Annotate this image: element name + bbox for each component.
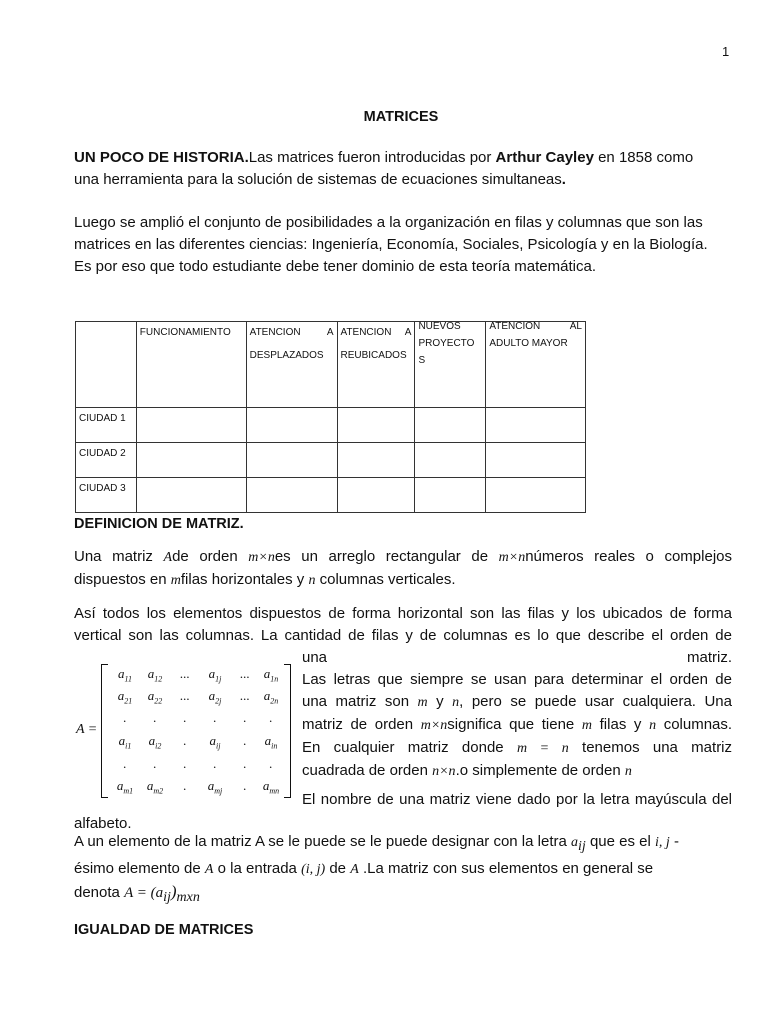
asi-side-text: una matriz. Las letras que siempre se usan para determinar el orden de una matriz son m y n, pero se puede usar cualquiera. Una matriz de orden m×nsignifica que tiene m filas y n columnas. En cualquier matriz donde m = n tenemos una matriz cuadrada de orden n×n.o simplemente de orden n El nombre de una matriz viene dado por la letra mayúscula del [302, 649, 733, 808]
matrix-entry: . [183, 733, 187, 748]
matrix-entry: . [153, 756, 157, 771]
definicion-heading: DEFINICION DE MATRIZ. [74, 516, 244, 532]
matrix-entry: ... [180, 688, 190, 703]
definicion-paragraph: Una matriz Ade orden m×nes un arreglo rectangular de m×nnúmeros reales o complejos dispuestos en mfilas horizontales y n columnas verticales. [74, 548, 732, 588]
matrix-entry: $a_{1n}$ [263, 666, 279, 684]
matrix-entry: ... [240, 666, 250, 681]
header-nuevos-proyectos: NUEVOS PROYECTO S [415, 322, 486, 408]
table-row [76, 443, 586, 478]
matrix-entry: $a_{m1}$ [116, 778, 134, 796]
general-matrix [74, 662, 296, 802]
matrix-entry: $a_{2j}$ [208, 688, 222, 706]
table-row [76, 478, 586, 513]
matrix-entry: $a_{12}$ [147, 666, 163, 684]
header-funcionamiento: FUNCIONAMIENTO [136, 322, 246, 408]
document-title: MATRICES [363, 109, 439, 125]
matrix-entry: . [183, 778, 187, 793]
table-row [76, 408, 586, 443]
matrix-entry: $a_{1j}$ [208, 666, 222, 684]
elemento-paragraph: A un elemento de la matriz A se le puede se le puede designar con la letra $a_{ij}$ que es el i, j - ésimo elemento de A o la entrada (i, j) de A .La matriz con sus elementos en general se denota $A = (a_{ij})_{mxn}$ [74, 833, 679, 905]
matrix-entry: . [153, 710, 157, 725]
row-label: CIUDAD 3 [76, 478, 137, 513]
matrix-entry: $a_{in}$ [264, 733, 278, 751]
matrix-entry: ... [180, 666, 190, 681]
header-atencion-reubicados: ATENCION A REUBICADOS [337, 322, 415, 408]
matrix-entry: . [123, 756, 127, 771]
matrix-entry: $a_{m2}$ [146, 778, 164, 796]
matrix-entry: $a_{ij}$ [209, 733, 221, 751]
matrix-entry: $a_{21}$ [117, 688, 133, 706]
matrix-entry: . [243, 710, 247, 725]
row-label: CIUDAD 1 [76, 408, 137, 443]
matrix-entry: $a_{11}$ [118, 666, 132, 684]
row-label: CIUDAD 2 [76, 443, 137, 478]
intro-paragraph: Luego se amplió el conjunto de posibilidades a la organización en filas y columnas que son las matrices en las diferentes ciencias: Ingeniería, Economía, Sociales, Psicología y en la Biología. Es por eso que todo estudiante debe tener dominio de esta teoría matemática. [74, 214, 708, 275]
data-table [75, 321, 586, 513]
matrix-entry: $a_{mj}$ [207, 778, 223, 796]
matrix-entry: $a_{2n}$ [263, 688, 279, 706]
matrix-entry: . [243, 733, 247, 748]
matrix-entry: $a_{22}$ [147, 688, 163, 706]
history-label: UN POCO DE HISTORIA. [74, 149, 249, 166]
table-corner-cell [76, 322, 137, 408]
matrix-entry: . [269, 756, 273, 771]
igualdad-heading: IGUALDAD DE MATRICES [74, 922, 254, 938]
asi-alfabeto: alfabeto. [74, 815, 132, 832]
header-atencion-adulto-mayor: ATENCION AL ADULTO MAYOR [486, 322, 586, 408]
matrix-label: A = [76, 722, 98, 737]
matrix-entry: . [213, 756, 217, 771]
matrix-entry: . [269, 710, 273, 725]
matrix-entry: $a_{i2}$ [148, 733, 162, 751]
matrix-entry: . [183, 756, 187, 771]
matrix-entry: . [183, 710, 187, 725]
matrix-entry: ... [240, 688, 250, 703]
author-name: Arthur Cayley [495, 149, 594, 166]
page-number: 1 [722, 44, 730, 59]
asi-paragraph: Así todos los elementos dispuestos de forma horizontal son las filas y los ubicados de forma vertical son las columnas. La cantidad de filas y de columnas es lo que describe el orden de [74, 605, 732, 644]
matrix-entry: . [123, 710, 127, 725]
matrix-entry: . [243, 756, 247, 771]
matrix-entry: $a_{mn}$ [262, 778, 280, 796]
matrix-entry: . [213, 710, 217, 725]
history-paragraph: UN POCO DE HISTORIA.Las matrices fueron introducidas por Arthur Cayley en 1858 como una herramienta para la solución de sistemas de ecuaciones simultaneas. [74, 149, 694, 188]
matrix-entry: . [243, 778, 247, 793]
matrix-left-bracket [101, 664, 108, 798]
table-header-row [76, 322, 586, 408]
header-atencion-desplazados: ATENCION A DESPLAZADOS [246, 322, 337, 408]
matrix-entry: $a_{i1}$ [118, 733, 132, 751]
